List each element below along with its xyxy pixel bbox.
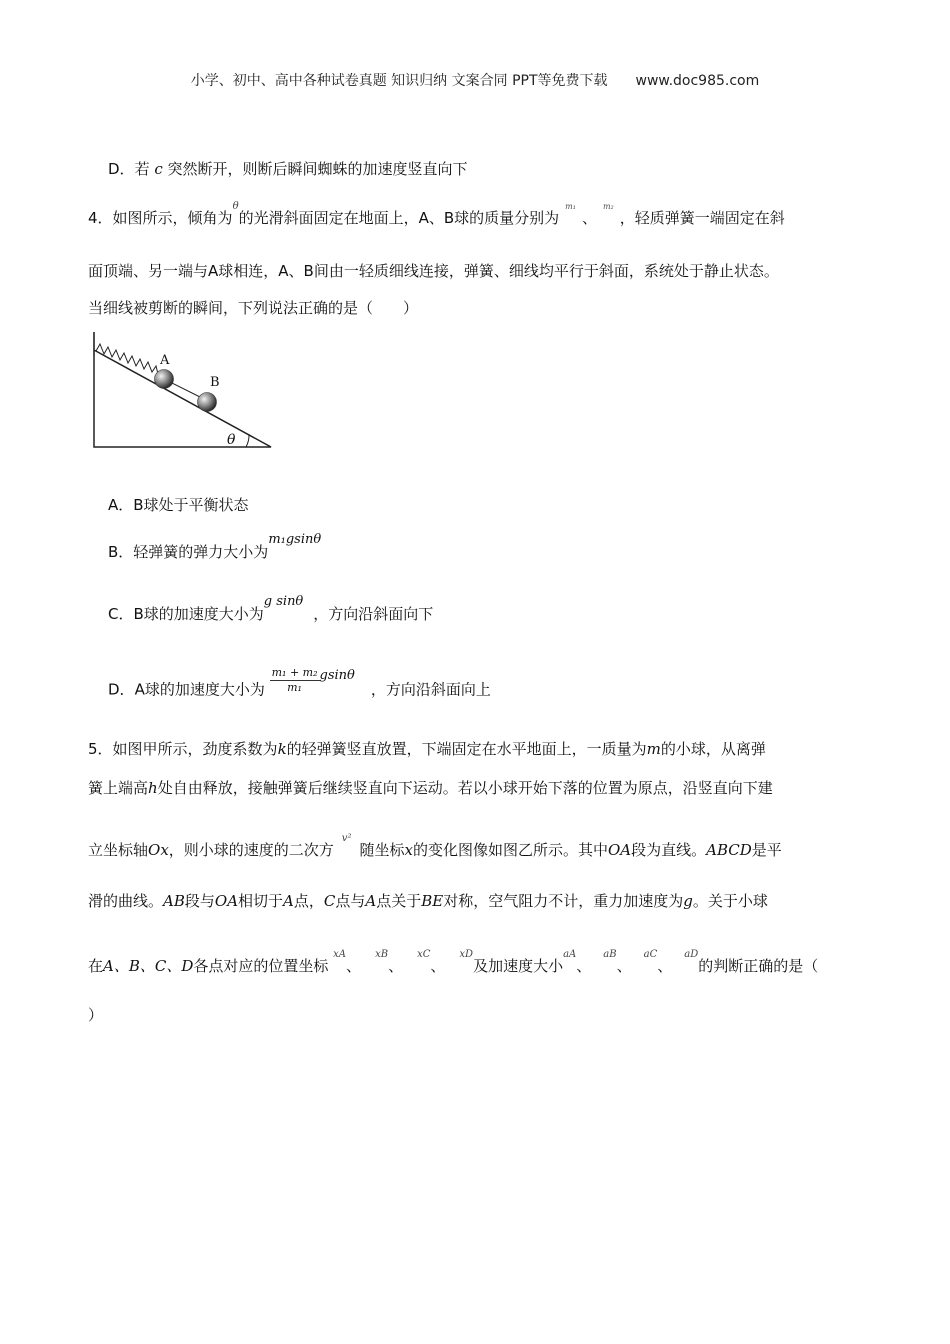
header-text: 小学、初中、高中各种试卷真题 知识归纳 文案合同 PPT等免费下载 bbox=[190, 73, 608, 89]
incline-figure bbox=[88, 328, 278, 452]
q4-number: 4． bbox=[88, 209, 113, 227]
v2-symbol: v² bbox=[341, 833, 352, 844]
header-url[interactable]: www.doc985.com bbox=[635, 73, 760, 89]
aD-symbol: aD bbox=[684, 949, 699, 960]
q4-option-c: C．B球的加速度大小为g sinθ，方向沿斜面向下 bbox=[108, 594, 434, 623]
q3-option-d: D．若 c 突然断开，则断后瞬间蜘蛛的加速度竖直向下 bbox=[108, 160, 468, 178]
q4-option-d: D．A球的加速度大小为 $\frac{\text{m₁ + m₂}}{\text{m₁}}$ gsinθ，方向沿斜面向上 bbox=[108, 666, 491, 699]
ball-a bbox=[155, 370, 174, 389]
q5-number: 5． bbox=[88, 740, 113, 758]
aB-symbol: aB bbox=[603, 949, 617, 960]
label-a: A bbox=[160, 353, 170, 368]
formula-c: g sinθ bbox=[263, 594, 304, 609]
page-header bbox=[0, 70, 950, 90]
q5-line1: 5．如图甲所示，劲度系数为k的轻弹簧竖直放置，下端固定在水平地面上，一质量为m的小球，从离弹 bbox=[88, 740, 766, 758]
xD-symbol: xD bbox=[459, 949, 474, 960]
theta-symbol: θ bbox=[232, 201, 239, 212]
formula-d-fraction: $\frac{\text{m₁ + m₂}}{\text{m₁}}$ bbox=[271, 666, 318, 694]
q5-line3: 立坐标轴Ox，则小球的速度的二次方$^{v^2}$随坐标x的变化图像如图乙所示。其中OA段为直线。ABCD是平 bbox=[88, 833, 782, 859]
q5-line5: 在A、B、C、D各点对应的位置坐标 $^{xA}$、$^{xB}$、$^{xC}$、$^{xD}$及加速度大小$^{aA}$、$^{aB}$、$^{aC}$、$^{aD}$的判断正确的是（ bbox=[88, 949, 819, 975]
q4-option-b: B．轻弹簧的弹力大小为m₁gsinθ bbox=[108, 532, 322, 561]
label-b: B bbox=[210, 375, 220, 390]
formula-d-tail: gsinθ bbox=[319, 667, 355, 683]
q4-line1: 4．如图所示，倾角为$^\theta$的光滑斜面固定在地面上，A、B球的质量分别为$^{m_1}$、$^{m_2}$，轻质弹簧一端固定在斜 bbox=[88, 201, 785, 227]
q4-line3: 当细线被剪断的瞬间，下列说法正确的是（ ） bbox=[88, 299, 419, 317]
q4-option-a: A．B球处于平衡状态 bbox=[108, 496, 249, 514]
formula-b: m₁gsinθ bbox=[268, 532, 322, 547]
q4-line2: 面顶端、另一端与A球相连，A、B间由一轻质细线连接，弹簧、细线均平行于斜面，系统处于静止状态。 bbox=[88, 262, 779, 280]
m1-symbol: m₁ bbox=[565, 202, 576, 211]
angle-arc bbox=[246, 434, 249, 447]
xA-symbol: xA bbox=[333, 949, 347, 960]
q5-line4: 滑的曲线。AB段与OA相切于A点，C点与A点关于BE对称，空气阻力不计，重力加速度为g。关于小球 bbox=[88, 892, 768, 910]
q5-line2: 簧上端高h处自由释放，接触弹簧后继续竖直向下运动。若以小球开始下落的位置为原点，沿竖直向下建 bbox=[88, 779, 773, 797]
spring bbox=[96, 344, 158, 374]
xB-symbol: xB bbox=[375, 949, 389, 960]
label-theta: θ bbox=[227, 432, 236, 448]
xC-symbol: xC bbox=[417, 949, 431, 960]
aC-symbol: aC bbox=[643, 949, 658, 960]
ball-b bbox=[198, 393, 217, 412]
q5-line6: ） bbox=[88, 1006, 104, 1024]
m2-symbol: m₂ bbox=[602, 202, 614, 211]
incline-triangle bbox=[94, 332, 271, 447]
aA-symbol: aA bbox=[563, 949, 577, 960]
